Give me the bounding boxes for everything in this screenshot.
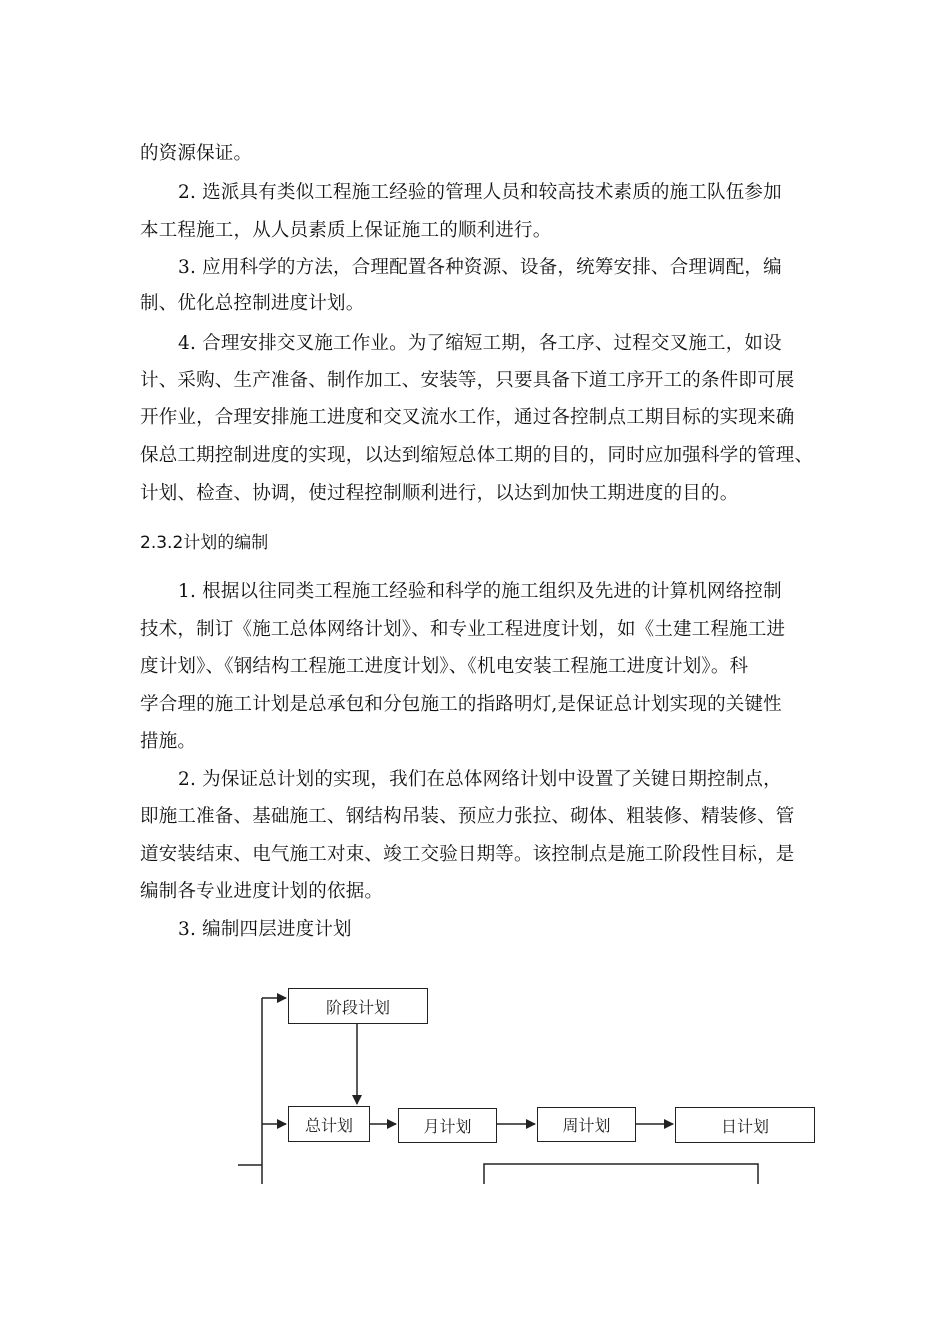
daily-plan-label: 日计划 <box>720 1116 769 1136</box>
text-line: 度计划》、《钢结构工程施工进度计划》、《机电安装工程施工进度计划》。科 <box>140 656 749 677</box>
stage-plan-label: 阶段计划 <box>325 997 390 1017</box>
text-line: 道安装结束、电气施工对束、竣工交验日期等。该控制点是施工阶段性目标，是 <box>140 844 795 865</box>
monthly-plan-box <box>398 1108 497 1143</box>
text-line: 3. 编制四层进度计划 <box>178 919 352 940</box>
text-line: 计划、检查、协调，使过程控制顺利进行，以达到加快工期进度的目的。 <box>140 483 739 504</box>
text-line: 计、采购、生产准备、制作加工、安装等，只要具备下道工序开工的条件即可展 <box>140 370 795 391</box>
section-heading: 2.3.2计划的编制 <box>140 533 269 553</box>
weekly-plan-label: 周计划 <box>562 1116 611 1135</box>
text-line: 即施工准备、基础施工、钢结构吊装、预应力张拉、砌体、粗装修、精装修、管 <box>140 806 795 827</box>
monthly-plan-label: 月计划 <box>423 1117 472 1136</box>
text-line: 2. 选派具有类似工程施工经验的管理人员和较高技术素质的施工队伍参加 <box>178 182 782 203</box>
text-line: 2. 为保证总计划的实现，我们在总体网络计划中设置了关键日期控制点， <box>178 769 782 790</box>
text-line: 3. 应用科学的方法，合理配置各种资源、设备，统筹安排、合理调配，编 <box>178 257 782 278</box>
text-line: 技术，制订《施工总体网络计划》、和专业工程进度计划，如《土建工程施工进 <box>140 619 786 640</box>
weekly-plan-box <box>537 1107 636 1142</box>
master-plan-label: 总计划 <box>304 1115 353 1135</box>
daily-plan-box <box>675 1107 815 1143</box>
text-line: 措施。 <box>140 731 197 752</box>
text-line: 开作业，合理安排施工进度和交叉流水工作，通过各控制点工期目标的实现来确 <box>140 407 795 428</box>
stage-plan-box <box>288 988 428 1024</box>
text-line: 学合理的施工计划是总承包和分包施工的指路明灯,是保证总计划实现的关键性 <box>140 694 782 715</box>
master-plan-box <box>288 1106 370 1142</box>
text-line: 制、优化总控制进度计划。 <box>140 293 365 314</box>
feedback-bracket <box>484 1164 758 1184</box>
text-line: 1. 根据以往同类工程施工经验和科学的施工组织及先进的计算机网络控制 <box>178 581 782 602</box>
text-line: 的资源保证。 <box>140 143 253 164</box>
text-line: 保总工期控制进度的实现，以达到缩短总体工期的目的，同时应加强科学的管理、 <box>140 445 814 466</box>
text-line: 4. 合理安排交叉施工作业。为了缩短工期，各工序、过程交叉施工，如设 <box>178 333 782 354</box>
text-line: 编制各专业进度计划的依据。 <box>140 881 384 902</box>
text-line: 本工程施工，从人员素质上保证施工的顺利进行。 <box>140 220 552 241</box>
